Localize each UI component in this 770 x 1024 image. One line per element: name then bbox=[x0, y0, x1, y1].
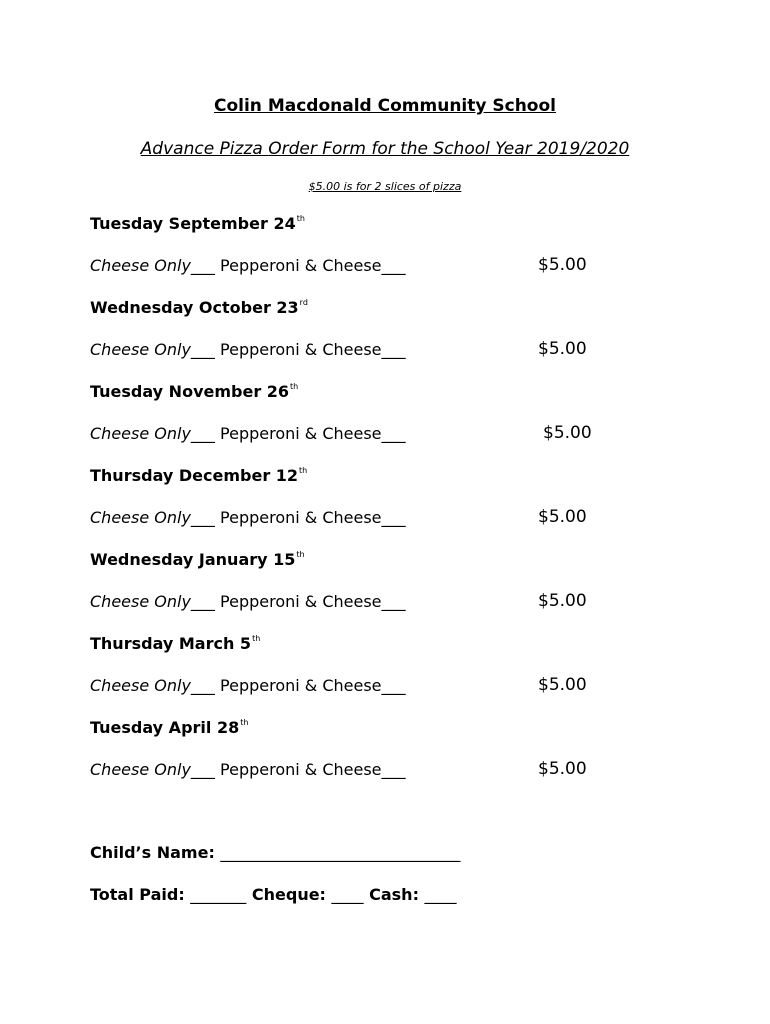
cheese-only-option[interactable]: Cheese Only___ bbox=[90, 592, 215, 611]
school-name: Colin Macdonald Community School bbox=[214, 96, 556, 116]
pepperoni-cheese-option[interactable]: Pepperoni & Cheese___ bbox=[220, 676, 406, 695]
pepperoni-cheese-option[interactable]: Pepperoni & Cheese___ bbox=[220, 424, 406, 443]
order-price-5: $5.00 bbox=[538, 591, 587, 611]
date-suffix: rd bbox=[299, 298, 308, 307]
cheese-only-option[interactable]: Cheese Only___ bbox=[90, 340, 215, 359]
order-options-1 bbox=[90, 256, 406, 275]
order-price-3: $5.00 bbox=[543, 423, 592, 443]
order-date-2: Wednesday October 23rd bbox=[90, 298, 308, 317]
date-suffix: th bbox=[252, 634, 261, 643]
order-date-5: Wednesday January 15th bbox=[90, 550, 305, 569]
pepperoni-cheese-option[interactable]: Pepperoni & Cheese___ bbox=[220, 592, 406, 611]
order-price-6: $5.00 bbox=[538, 675, 587, 695]
order-options-4 bbox=[90, 508, 406, 527]
order-options-6 bbox=[90, 676, 406, 695]
total-paid-field[interactable]: _______ bbox=[190, 885, 247, 904]
cheque-label: Cheque: bbox=[251, 885, 326, 904]
order-date-7: Tuesday April 28th bbox=[90, 718, 249, 737]
order-options-2 bbox=[90, 340, 406, 359]
child-name-line bbox=[90, 843, 460, 862]
order-date-1: Tuesday September 24th bbox=[90, 214, 305, 233]
form-title: Advance Pizza Order Form for the School Year 2019/2020 bbox=[140, 139, 630, 159]
cheese-only-option[interactable]: Cheese Only___ bbox=[90, 676, 215, 695]
cheese-only-option[interactable]: Cheese Only___ bbox=[90, 508, 215, 527]
pepperoni-cheese-option[interactable]: Pepperoni & Cheese___ bbox=[220, 256, 406, 275]
date-suffix: th bbox=[290, 382, 299, 391]
order-price-7: $5.00 bbox=[538, 759, 587, 779]
cheese-only-option[interactable]: Cheese Only___ bbox=[90, 760, 215, 779]
order-options-7 bbox=[90, 760, 406, 779]
price-note: $5.00 is for 2 slices of pizza bbox=[308, 180, 462, 193]
order-price-4: $5.00 bbox=[538, 507, 587, 527]
child-name-label: Child’s Name: bbox=[90, 843, 215, 862]
date-suffix: th bbox=[296, 214, 305, 223]
date-suffix: th bbox=[299, 466, 308, 475]
child-name-field[interactable]: ______________________________ bbox=[220, 843, 461, 862]
order-date-4: Thursday December 12th bbox=[90, 466, 308, 485]
cash-field[interactable]: ____ bbox=[424, 885, 457, 904]
order-price-2: $5.00 bbox=[538, 339, 587, 359]
date-suffix: th bbox=[240, 718, 249, 727]
order-date-3: Tuesday November 26th bbox=[90, 382, 299, 401]
pepperoni-cheese-option[interactable]: Pepperoni & Cheese___ bbox=[220, 340, 406, 359]
cheque-field[interactable]: ____ bbox=[331, 885, 364, 904]
date-suffix: th bbox=[296, 550, 305, 559]
order-options-5 bbox=[90, 592, 406, 611]
order-date-6: Thursday March 5th bbox=[90, 634, 261, 653]
total-paid-label: Total Paid: bbox=[90, 885, 185, 904]
cheese-only-option[interactable]: Cheese Only___ bbox=[90, 424, 215, 443]
pepperoni-cheese-option[interactable]: Pepperoni & Cheese___ bbox=[220, 760, 406, 779]
order-price-1: $5.00 bbox=[538, 255, 587, 275]
payment-line bbox=[90, 885, 457, 904]
cash-label: Cash: bbox=[369, 885, 419, 904]
order-options-3 bbox=[90, 424, 406, 443]
pepperoni-cheese-option[interactable]: Pepperoni & Cheese___ bbox=[220, 508, 406, 527]
cheese-only-option[interactable]: Cheese Only___ bbox=[90, 256, 215, 275]
